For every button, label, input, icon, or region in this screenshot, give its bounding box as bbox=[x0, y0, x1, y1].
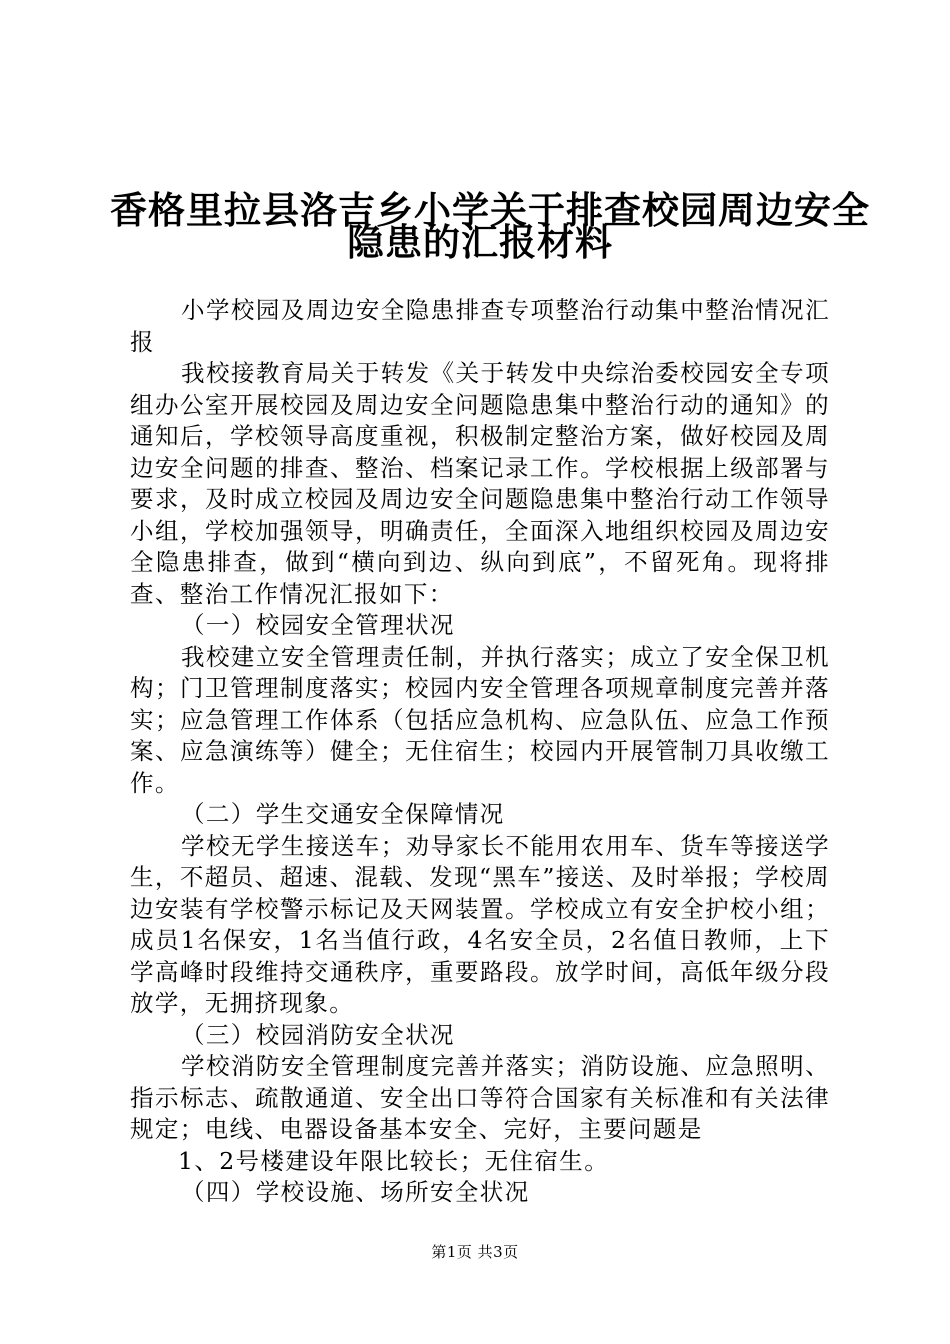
page-footer: 第1页 共3页 bbox=[431, 1243, 519, 1261]
paragraph-section-3: 学校消防安全管理制度完善并落实；消防设施、应急照明、指示标志、疏散通道、安全出口等符合国家有关标准和有关法律规定；电线、电器设备基本安全、完好，主要问题是 bbox=[130, 1052, 830, 1143]
paragraph-section-1: 我校建立安全管理责任制，并执行落实；成立了安全保卫机构；门卫管理制度落实；校园内安全管理各项规章制度完善并落实；应急管理工作体系（包括应急机构、应急队伍、应急工作预案、应急演练等）健全；无住宿生；校园内开展管制刀具收缴工作。 bbox=[130, 642, 830, 797]
paragraph-subtitle: 小学校园及周边安全隐患排查专项整治行动集中整治情况汇报 bbox=[130, 296, 830, 356]
paragraph-intro: 我校接教育局关于转发《关于转发中央综治委校园安全专项组办公室开展校园及周边安全问题隐患集中整治行动的通知》的通知后，学校领导高度重视，积极制定整治方案，做好校园及周边安全问题的排查、整治、档案记录工作。学校根据上级部署与要求，及时成立校园及周边安全问题隐患集中整治行动工作领导小组，学校加强领导，明确责任，全面深入地组织校园及周边安全隐患排查，做到“横向到边、纵向到底”，不留死角。现将排查、整治工作情况汇报如下： bbox=[130, 359, 830, 608]
section-heading-1: （一）校园安全管理状况 bbox=[181, 611, 455, 639]
document-body bbox=[130, 295, 830, 1209]
section-heading-3: （三）校园消防安全状况 bbox=[181, 1020, 455, 1049]
paragraph-section-2: 学校无学生接送车；劝导家长不能用农用车、货车等接送学生，不超员、超速、混载、发现“黑车”接送、及时举报；学校周边安装有学校警示标记及天网装置。学校成立有安全护校小组；成员1名保安，1名当值行政，4名安全员，2名值日教师，上下学高峰时段维持交通秩序，重要路段。放学时间，高低年级分段放学，无拥挤现象。 bbox=[130, 831, 830, 1017]
paragraph-section-3-cont: 1、2号楼建设年限比较长；无住宿生。 bbox=[178, 1146, 610, 1175]
document-title-line-2: 隐患的汇报材料 bbox=[347, 220, 613, 264]
section-heading-2: （二）学生交通安全保障情况 bbox=[181, 800, 505, 828]
document-title-line-1: 香格里拉县洛吉乡小学关于排查校园周边安全 bbox=[110, 188, 870, 232]
section-heading-4: （四）学校设施、场所安全状况 bbox=[181, 1178, 530, 1206]
